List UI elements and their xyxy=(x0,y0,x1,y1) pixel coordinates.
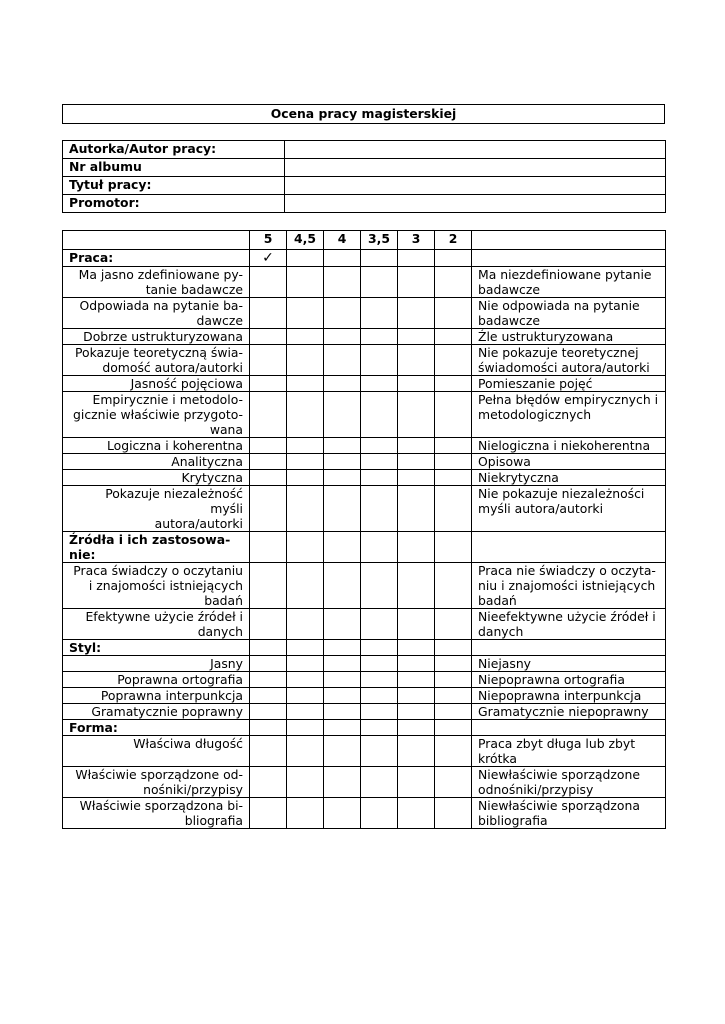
grade-cell[interactable] xyxy=(398,798,435,829)
grade-cell[interactable] xyxy=(361,609,398,640)
grade-cell[interactable] xyxy=(435,329,472,345)
negative-criterion: Nie pokazuje niezależności myśli autora/autorki xyxy=(472,486,666,532)
grade-cell[interactable] xyxy=(324,688,361,704)
positive-criterion: Odpowiada na pytanie ba- dawcze xyxy=(63,298,250,329)
grade-cell[interactable] xyxy=(361,640,398,656)
positive-criterion: Empirycznie i metodolo- gicznie właściwie przygoto- wana xyxy=(63,392,250,438)
positive-criterion: Jasny xyxy=(63,656,250,672)
grade-cell[interactable] xyxy=(361,329,398,345)
positive-criterion: Logiczna i koherentna xyxy=(63,438,250,454)
negative-criterion: Niepoprawna ortografia xyxy=(472,672,666,688)
criterion-row xyxy=(63,798,666,829)
check-icon: ✓ xyxy=(262,250,274,266)
grade-cell[interactable] xyxy=(361,438,398,454)
grade-cell[interactable] xyxy=(250,767,287,798)
grade-cell[interactable] xyxy=(361,736,398,767)
section-row xyxy=(63,532,666,563)
grade-cell[interactable] xyxy=(324,298,361,329)
grade-cell[interactable] xyxy=(287,486,324,532)
criterion-row xyxy=(63,609,666,640)
criterion-row xyxy=(63,392,666,438)
section-row xyxy=(63,250,666,267)
grade-cell[interactable] xyxy=(287,532,324,563)
grade-cell[interactable] xyxy=(324,609,361,640)
criterion-row xyxy=(63,267,666,298)
positive-criterion: Właściwie sporządzone od- nośniki/przypisy xyxy=(63,767,250,798)
grade-cell[interactable] xyxy=(250,298,287,329)
criterion-row xyxy=(63,329,666,345)
info-label: Promotor: xyxy=(63,195,285,213)
grade-cell[interactable] xyxy=(398,438,435,454)
grade-cell[interactable] xyxy=(287,736,324,767)
positive-criterion: Pokazuje niezależność myśli autora/autorki xyxy=(63,486,250,532)
negative-criterion: Nielogiczna i niekoherentna xyxy=(472,438,666,454)
grade-cell[interactable] xyxy=(324,267,361,298)
negative-criterion: Nieefektywne użycie źródeł i danych xyxy=(472,609,666,640)
grade-cell[interactable] xyxy=(361,470,398,486)
grade-cell[interactable] xyxy=(250,532,287,563)
grade-cell[interactable] xyxy=(361,376,398,392)
grade-cell[interactable] xyxy=(398,640,435,656)
info-value-field[interactable] xyxy=(285,141,666,159)
info-row xyxy=(63,159,666,177)
grade-cell[interactable] xyxy=(250,470,287,486)
grade-cell[interactable] xyxy=(287,250,324,267)
grade-table xyxy=(62,230,666,829)
grade-cell[interactable] xyxy=(435,720,472,736)
grade-cell[interactable] xyxy=(361,798,398,829)
grade-cell[interactable] xyxy=(324,345,361,376)
negative-criterion: Niejasny xyxy=(472,656,666,672)
positive-criterion: Właściwie sporządzona bi- bliografia xyxy=(63,798,250,829)
grade-cell[interactable] xyxy=(250,486,287,532)
grade-cell[interactable] xyxy=(287,376,324,392)
grade-cell[interactable] xyxy=(361,532,398,563)
criterion-row xyxy=(63,438,666,454)
info-value-field[interactable] xyxy=(285,159,666,177)
grade-cell[interactable] xyxy=(287,798,324,829)
negative-criterion: Niewłaściwie sporządzona bibliografia xyxy=(472,798,666,829)
grade-cell[interactable] xyxy=(250,563,287,609)
grade-cell[interactable] xyxy=(324,454,361,470)
grade-cell[interactable] xyxy=(435,470,472,486)
positive-criterion: Ma jasno zdefiniowane py- tanie badawcze xyxy=(63,267,250,298)
grade-cell[interactable] xyxy=(324,329,361,345)
negative-criterion: Praca nie świadczy o oczyta- niu i znajomości istniejących badań xyxy=(472,563,666,609)
grade-cell[interactable] xyxy=(250,798,287,829)
positive-criterion: Jasność pojęciowa xyxy=(63,376,250,392)
grade-cell[interactable] xyxy=(435,532,472,563)
grade-cell[interactable] xyxy=(250,267,287,298)
header-blank-right xyxy=(472,231,666,250)
grade-cell[interactable] xyxy=(250,640,287,656)
grade-cell[interactable] xyxy=(398,704,435,720)
negative-criterion: Niepoprawna interpunkcja xyxy=(472,688,666,704)
grade-cell[interactable] xyxy=(250,609,287,640)
grade-cell[interactable] xyxy=(435,767,472,798)
grade-cell[interactable] xyxy=(398,267,435,298)
negative-criterion: Nie pokazuje teoretycznej świadomości autora/autorki xyxy=(472,345,666,376)
grade-cell[interactable] xyxy=(398,486,435,532)
grade-cell[interactable] xyxy=(435,609,472,640)
grade-cell[interactable] xyxy=(361,767,398,798)
info-label: Nr albumu xyxy=(63,159,285,177)
grade-cell[interactable] xyxy=(250,704,287,720)
grade-cell[interactable] xyxy=(287,470,324,486)
info-label: Tytuł pracy: xyxy=(63,177,285,195)
negative-criterion: Opisowa xyxy=(472,454,666,470)
grade-cell[interactable] xyxy=(398,736,435,767)
grade-cell[interactable] xyxy=(435,563,472,609)
negative-criterion: Pełna błędów empirycznych i metodologicznych xyxy=(472,392,666,438)
grade-cell[interactable] xyxy=(398,609,435,640)
negative-criterion: Niekrytyczna xyxy=(472,470,666,486)
grade-cell[interactable] xyxy=(398,345,435,376)
criterion-row xyxy=(63,454,666,470)
grade-cell[interactable] xyxy=(398,532,435,563)
grade-header: 4 xyxy=(324,231,361,250)
positive-criterion: Poprawna interpunkcja xyxy=(63,688,250,704)
criterion-row xyxy=(63,688,666,704)
section-blank-right xyxy=(472,720,666,736)
grade-cell[interactable] xyxy=(287,392,324,438)
grade-cell[interactable] xyxy=(287,640,324,656)
grade-cell[interactable] xyxy=(324,563,361,609)
positive-criterion: Analityczna xyxy=(63,454,250,470)
section-blank-right xyxy=(472,250,666,267)
grade-cell[interactable] xyxy=(361,672,398,688)
grade-cell[interactable] xyxy=(398,656,435,672)
grade-cell[interactable] xyxy=(398,392,435,438)
grade-cell[interactable] xyxy=(287,298,324,329)
grade-cell[interactable] xyxy=(324,532,361,563)
info-row xyxy=(63,177,666,195)
criterion-row xyxy=(63,672,666,688)
grade-cell[interactable] xyxy=(324,250,361,267)
grade-cell[interactable] xyxy=(361,345,398,376)
grade-cell[interactable] xyxy=(250,392,287,438)
criterion-row xyxy=(63,470,666,486)
grade-cell[interactable] xyxy=(287,656,324,672)
positive-criterion: Poprawna ortografia xyxy=(63,672,250,688)
grade-cell[interactable] xyxy=(250,454,287,470)
grade-cell[interactable] xyxy=(361,454,398,470)
section-row xyxy=(63,640,666,656)
negative-criterion: Niewłaściwie sporządzone odnośniki/przypisy xyxy=(472,767,666,798)
grade-cell[interactable] xyxy=(361,267,398,298)
grade-cell[interactable] xyxy=(435,640,472,656)
grade-cell[interactable] xyxy=(287,672,324,688)
grade-cell[interactable] xyxy=(324,470,361,486)
section-label: Praca: xyxy=(63,250,250,267)
grade-cell[interactable] xyxy=(287,267,324,298)
grade-cell[interactable] xyxy=(287,563,324,609)
grade-header: 3 xyxy=(398,231,435,250)
grade-cell[interactable] xyxy=(398,250,435,267)
title-table xyxy=(62,104,665,124)
grade-cell[interactable] xyxy=(250,720,287,736)
page-title: Ocena pracy magisterskiej xyxy=(63,105,665,124)
grade-cell[interactable] xyxy=(398,767,435,798)
grade-cell[interactable] xyxy=(287,688,324,704)
grade-cell[interactable] xyxy=(398,329,435,345)
grade-cell[interactable] xyxy=(324,438,361,454)
grade-cell[interactable] xyxy=(287,767,324,798)
grade-cell[interactable] xyxy=(435,688,472,704)
info-table xyxy=(62,140,666,213)
grade-cell[interactable] xyxy=(435,454,472,470)
grade-cell[interactable] xyxy=(287,454,324,470)
grade-cell[interactable] xyxy=(398,376,435,392)
grade-cell[interactable] xyxy=(287,438,324,454)
positive-criterion: Gramatycznie poprawny xyxy=(63,704,250,720)
info-value-field[interactable] xyxy=(285,195,666,213)
grade-cell[interactable] xyxy=(324,392,361,438)
grade-cell[interactable] xyxy=(250,672,287,688)
grade-cell[interactable] xyxy=(324,736,361,767)
info-row xyxy=(63,195,666,213)
grade-cell[interactable] xyxy=(435,798,472,829)
criterion-row xyxy=(63,486,666,532)
grade-cell[interactable] xyxy=(250,438,287,454)
grade-cell[interactable] xyxy=(435,267,472,298)
grade-cell[interactable] xyxy=(250,688,287,704)
grade-cell[interactable] xyxy=(250,736,287,767)
grade-cell[interactable] xyxy=(324,376,361,392)
header-blank-left xyxy=(63,231,250,250)
grade-header: 3,5 xyxy=(361,231,398,250)
grade-cell[interactable] xyxy=(324,640,361,656)
grade-cell[interactable] xyxy=(361,704,398,720)
grade-cell[interactable] xyxy=(250,345,287,376)
grade-cell[interactable] xyxy=(324,486,361,532)
positive-criterion: Praca świadczy o oczytaniu i znajomości istniejących badań xyxy=(63,563,250,609)
negative-criterion: Nie odpowiada na pytanie badawcze xyxy=(472,298,666,329)
grade-cell[interactable] xyxy=(361,563,398,609)
criterion-row xyxy=(63,298,666,329)
grade-cell[interactable] xyxy=(324,798,361,829)
grade-cell[interactable] xyxy=(324,656,361,672)
grade-cell[interactable] xyxy=(287,720,324,736)
grade-cell[interactable] xyxy=(398,454,435,470)
grade-cell[interactable] xyxy=(287,609,324,640)
grade-cell[interactable] xyxy=(250,329,287,345)
criterion-row xyxy=(63,563,666,609)
grade-header: 4,5 xyxy=(287,231,324,250)
grade-cell[interactable] xyxy=(435,656,472,672)
grade-cell[interactable] xyxy=(435,250,472,267)
grade-header: 2 xyxy=(435,231,472,250)
section-label: Styl: xyxy=(63,640,250,656)
grade-cell[interactable] xyxy=(287,704,324,720)
negative-criterion: Ma niezdefiniowane pytanie badawcze xyxy=(472,267,666,298)
grade-cell[interactable] xyxy=(361,656,398,672)
grade-cell[interactable] xyxy=(435,392,472,438)
grade-cell[interactable] xyxy=(435,704,472,720)
grade-header: 5 xyxy=(250,231,287,250)
grade-cell[interactable] xyxy=(287,345,324,376)
grade-cell[interactable] xyxy=(398,672,435,688)
positive-criterion: Pokazuje teoretyczną świa- domość autora/autorki xyxy=(63,345,250,376)
grade-cell[interactable] xyxy=(435,376,472,392)
grade-cell[interactable] xyxy=(435,438,472,454)
info-label: Autorka/Autor pracy: xyxy=(63,141,285,159)
grade-cell[interactable] xyxy=(361,298,398,329)
grade-cell[interactable] xyxy=(435,345,472,376)
section-label: Forma: xyxy=(63,720,250,736)
grade-cell[interactable] xyxy=(250,656,287,672)
grade-cell[interactable] xyxy=(435,736,472,767)
grade-cell[interactable] xyxy=(250,376,287,392)
negative-criterion: Źle ustrukturyzowana xyxy=(472,329,666,345)
positive-criterion: Efektywne użycie źródeł i danych xyxy=(63,609,250,640)
criterion-row xyxy=(63,736,666,767)
grade-cell[interactable] xyxy=(361,392,398,438)
criterion-row xyxy=(63,704,666,720)
grade-cell[interactable] xyxy=(361,688,398,704)
grade-cell[interactable] xyxy=(324,767,361,798)
criterion-row xyxy=(63,345,666,376)
negative-criterion: Praca zbyt długa lub zbyt krótka xyxy=(472,736,666,767)
section-row xyxy=(63,720,666,736)
grade-cell[interactable] xyxy=(324,720,361,736)
grade-cell[interactable] xyxy=(324,704,361,720)
grade-cell[interactable] xyxy=(398,563,435,609)
section-blank-right xyxy=(472,532,666,563)
grade-cell[interactable] xyxy=(398,720,435,736)
positive-criterion: Dobrze ustrukturyzowana xyxy=(63,329,250,345)
positive-criterion: Właściwa długość xyxy=(63,736,250,767)
info-row xyxy=(63,141,666,159)
negative-criterion: Pomieszanie pojęć xyxy=(472,376,666,392)
grade-cell[interactable] xyxy=(435,486,472,532)
grade-cell[interactable] xyxy=(398,688,435,704)
grade-cell[interactable] xyxy=(398,298,435,329)
positive-criterion: Krytyczna xyxy=(63,470,250,486)
section-label: Źródła i ich zastosowa- nie: xyxy=(63,532,250,563)
criterion-row xyxy=(63,376,666,392)
grade-cell[interactable] xyxy=(361,720,398,736)
grade-cell[interactable] xyxy=(361,486,398,532)
negative-criterion: Gramatycznie niepoprawny xyxy=(472,704,666,720)
grade-cell[interactable] xyxy=(435,672,472,688)
criterion-row xyxy=(63,767,666,798)
section-blank-right xyxy=(472,640,666,656)
grade-cell[interactable] xyxy=(435,298,472,329)
grade-cell[interactable] xyxy=(361,250,398,267)
grade-cell[interactable] xyxy=(324,672,361,688)
info-value-field[interactable] xyxy=(285,177,666,195)
grade-cell[interactable] xyxy=(287,329,324,345)
criterion-row xyxy=(63,656,666,672)
grade-cell[interactable] xyxy=(250,250,287,267)
grade-cell[interactable] xyxy=(398,470,435,486)
